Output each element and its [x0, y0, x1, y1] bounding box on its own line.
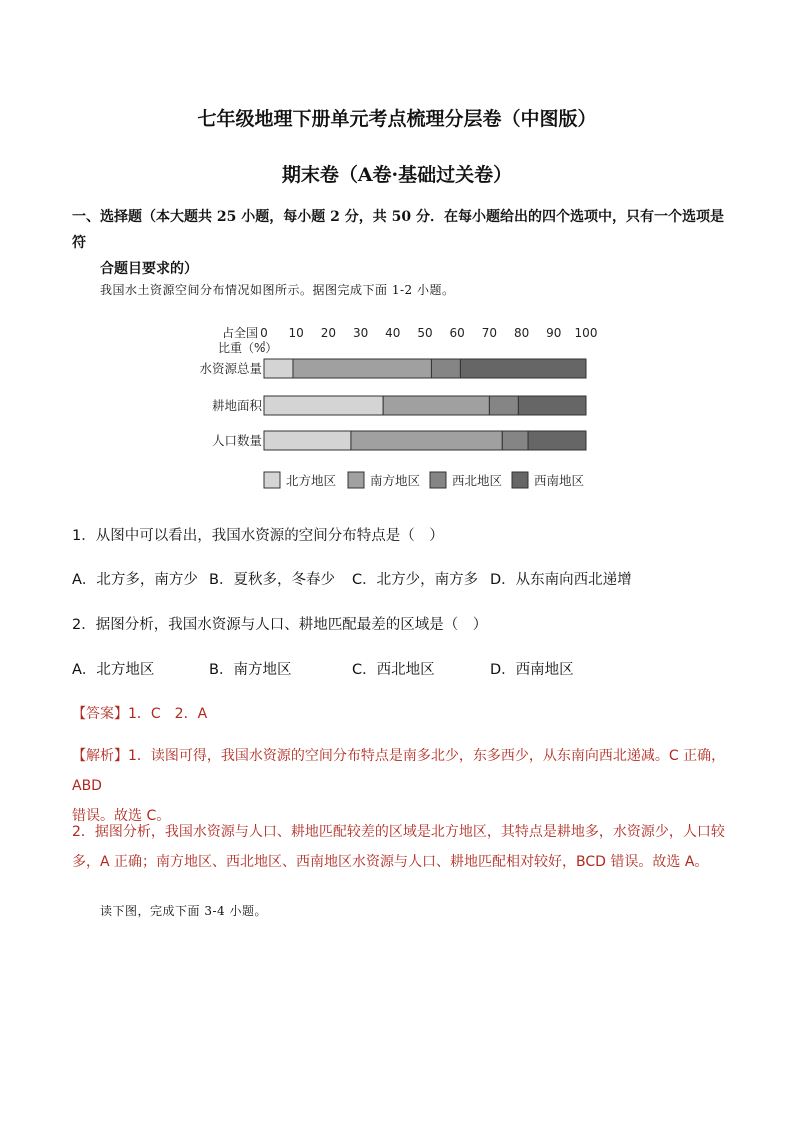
section-heading-line1: 一、选择题（本大题共 25 小题，每小题 2 分，共 50 分．在每小题给出的四个选项中，只有一个选项是符: [72, 209, 724, 251]
legend-swatch: [430, 472, 446, 488]
bar-segment: [383, 396, 489, 415]
x-tick-label: 60: [449, 326, 465, 340]
section-heading: [72, 204, 732, 282]
x-tick-label: 80: [513, 326, 530, 340]
analysis-p2-line2: 多，A 正确；南方地区、西北地区、西南地区水资源与人口、耕地匹配相对较好，BCD 错误。故选 A。: [72, 854, 709, 870]
legend-label: 西北地区: [452, 473, 503, 488]
analysis-tag: 【解析】: [72, 748, 128, 764]
legend-label: 北方地区: [286, 473, 337, 488]
bar-segment: [528, 431, 586, 450]
bar-segment: [264, 431, 351, 450]
x-tick-label: 20: [320, 326, 337, 340]
question-1-stem: 1．从图中可以看出，我国水资源的空间分布特点是（ ）: [72, 528, 444, 544]
analysis-p2-line1: 2．据图分析，我国水资源与人口、耕地匹配较差的区域是北方地区，其特点是耕地多，水资源少，人口较: [72, 824, 725, 840]
q2-option-c[interactable]: C．西北地区: [352, 662, 435, 678]
bar-segment: [264, 396, 383, 415]
analysis-p1-line2: 错误。故选 C。: [72, 808, 171, 824]
legend-swatch: [512, 472, 528, 488]
bar-segment: [518, 396, 586, 415]
bar-segment: [264, 359, 293, 378]
question-2-stem: 2．据图分析，我国水资源与人口、耕地匹配最差的区域是（ ）: [72, 617, 488, 633]
analysis-p1-line1: 1．读图可得，我国水资源的空间分布特点是南多北少，东多西少，从东南向西北递减。C 正确，ABD: [72, 748, 726, 794]
water-land-chart: [180, 318, 620, 498]
answer-tag: 【答案】: [72, 706, 128, 722]
x-tick-label: 50: [417, 326, 433, 340]
legend-swatch: [348, 472, 364, 488]
category-label: 水资源总量: [199, 361, 262, 376]
x-tick-label: 90: [546, 326, 562, 340]
q1-option-c[interactable]: C．北方少，南方多: [352, 572, 479, 588]
bar-segment: [502, 431, 528, 450]
x-tick-label: 40: [385, 326, 401, 340]
category-label: 耕地面积: [211, 398, 262, 413]
x-tick-label: 0: [260, 326, 268, 340]
q2-option-b[interactable]: B．南方地区: [209, 662, 292, 678]
q2-option-d[interactable]: D．西南地区: [490, 662, 574, 678]
legend-swatch: [264, 472, 280, 488]
answer-line: [72, 703, 207, 723]
answer-text: 1．C 2．A: [128, 706, 208, 722]
document-subtitle: 期末卷（A卷·基础过关卷）: [281, 164, 513, 186]
legend-label: 南方地区: [370, 473, 421, 488]
bar-segment: [431, 359, 460, 378]
bar-segment: [460, 359, 586, 378]
document-title: 七年级地理下册单元考点梳理分层卷（中图版）: [197, 108, 597, 130]
x-tick-label: 70: [481, 326, 498, 340]
bar-segment: [293, 359, 431, 378]
x-tick-label: 100: [574, 326, 598, 340]
section-heading-line2: 合题目要求的）: [100, 261, 198, 277]
y-title-line2: 比重（%）: [218, 341, 278, 355]
category-label: 人口数量: [211, 433, 262, 448]
bar-segment: [351, 431, 502, 450]
analysis-paragraph-2: [72, 817, 732, 877]
intro-1-2: 我国水土资源空间分布情况如图所示。据图完成下面 1-2 小题。: [100, 283, 455, 297]
y-title-line1: 占全国: [221, 326, 259, 340]
bar-segment: [489, 396, 518, 415]
intro-3-4: 读下图，完成下面 3-4 小题。: [100, 904, 267, 918]
q1-option-d[interactable]: D．从东南向西北递增: [490, 572, 632, 588]
q1-option-b[interactable]: B．夏秋多，冬春少: [209, 572, 335, 588]
q1-option-a[interactable]: A．北方多，南方少: [72, 572, 198, 588]
x-tick-label: 10: [288, 326, 304, 340]
legend-label: 西南地区: [534, 473, 585, 488]
x-tick-label: 30: [352, 326, 369, 340]
q2-option-a[interactable]: A．北方地区: [72, 662, 155, 678]
